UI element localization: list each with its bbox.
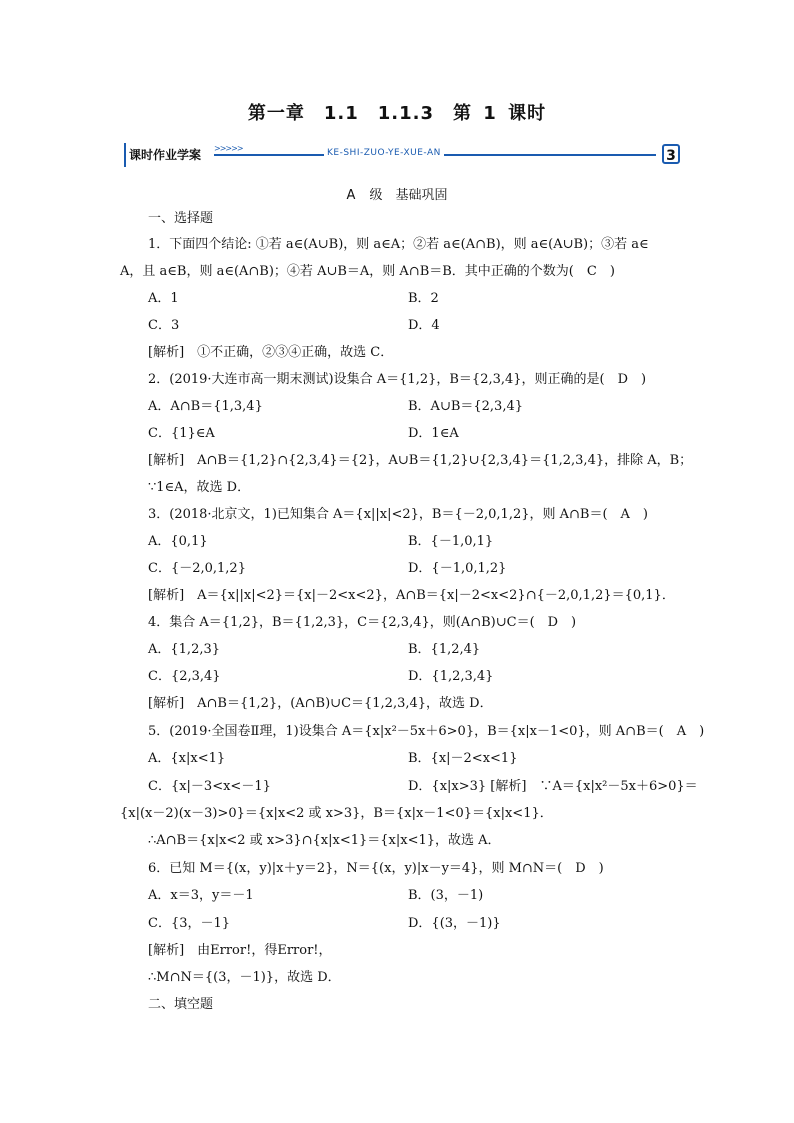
text-line: A，且 a∈B，则 a∈(A∩B)；④若 A∪B＝A，则 A∩B＝B．其中正确的个数为( C ) (120, 264, 615, 279)
text-line: {x|(x－2)(x－3)>0}＝{x|x<2 或 x>3}，B＝{x|x－1<0}＝{x|x<1}． (120, 806, 553, 821)
text-line: D．{－1,0,1,2} (408, 561, 507, 576)
text-line: A．{1,2,3} (148, 642, 221, 657)
text-line: ∴A∩B＝{x|x<2 或 x>3}∩{x|x<1}＝{x|x<1}，故选 A． (148, 833, 501, 848)
text-line: ∴M∩N＝{(3，－1)}，故选 D． (148, 970, 341, 985)
text-line: 3．(2018·北京文，1)已知集合 A＝{x||x|<2}，B＝{－2,0,1,2}，则 A∩B＝( A ) (148, 507, 649, 522)
homework-banner (124, 143, 680, 167)
text-line: C．{－2,0,1,2} (148, 561, 246, 576)
text-line: B．(3，－1) (408, 888, 484, 903)
text-line: [解析] A∩B＝{1,2}，(A∩B)∪C＝{1,2,3,4}，故选 D． (148, 696, 493, 711)
text-line: 1．下面四个结论: ①若 a∈(A∪B)，则 a∈A；②若 a∈(A∩B)，则 a∈(A∪B)；③若 a∈ (148, 237, 649, 252)
text-line: A．{0,1} (148, 534, 208, 549)
text-line: C．{2,3,4} (148, 669, 221, 684)
text-line: 2．(2019·大连市高一期末测试)设集合 A＝{1,2}，B＝{2,3,4}，则正确的是( D ) (148, 372, 647, 387)
text-line: B．{x|－2<x<1} (408, 751, 518, 766)
text-line: [解析] A＝{x||x|<2}＝{x|－2<x<2}，A∩B＝{x|－2<x<2}∩{－2,0,1,2}＝{0,1}． (148, 588, 675, 603)
text-line: C．{3，－1} (148, 916, 231, 931)
banner-pinyin: KE-SHI-ZUO-YE-XUE-AN (324, 148, 444, 158)
text-line: D．{x|x>3} [解析] ∵A＝{x|x²－5x＋6>0}＝ (408, 779, 698, 794)
text-line: A．1 (148, 291, 179, 306)
text-line: ∵1∈A，故选 D． (148, 480, 251, 495)
page-title: 第一章 1.1 1.1.3 第 1 课时 (247, 103, 547, 124)
text-line: [解析] 由Error!，得Error!， (148, 943, 332, 958)
section-heading: 二、填空题 (148, 997, 214, 1012)
text-line: D．{(3，－1)} (408, 916, 501, 931)
text-line: B．A∪B＝{2,3,4} (408, 399, 524, 414)
text-line: D．1∈A (408, 426, 459, 441)
text-line: C．{1}∈A (148, 426, 215, 441)
text-line: C．3 (148, 318, 180, 333)
banner-label: 课时作业学案 (129, 148, 202, 162)
text-line: 6．已知 M＝{(x，y)|x＋y＝2}，N＝{(x，y)|x－y＝4}，则 M∩N＝( D ) (148, 861, 604, 876)
banner-number: 3 (662, 144, 680, 164)
section-heading: 一、选择题 (148, 211, 214, 226)
text-line: B．2 (408, 291, 439, 306)
text-line: 4．集合 A＝{1,2}，B＝{1,2,3}，C＝{2,3,4}，则(A∩B)∪C＝( D ) (148, 615, 577, 630)
text-line: [解析] ①不正确，②③④正确，故选 C． (148, 345, 394, 360)
banner-left-bar (124, 143, 126, 167)
text-line: B．{1,2,4} (408, 642, 481, 657)
text-line: A．x＝3，y＝－1 (148, 888, 254, 903)
text-line: [解析] A∩B＝{1,2}∩{2,3,4}＝{2}，A∪B＝{1,2}∪{2,3,4}＝{1,2,3,4}，排除 A，B； (148, 453, 693, 468)
level-heading: A 级 基础巩固 (346, 188, 448, 203)
text-line: D．4 (408, 318, 440, 333)
text-line: D．{1,2,3,4} (408, 669, 494, 684)
text-line: A．A∩B＝{1,3,4} (148, 399, 263, 414)
text-line: B．{－1,0,1} (408, 534, 494, 549)
text-line: C．{x|－3<x<－1} (148, 779, 271, 794)
text-line: A．{x|x<1} (148, 751, 226, 766)
text-line: 5．(2019·全国卷Ⅱ理，1)设集合 A＝{x|x²－5x＋6>0}，B＝{x|x－1<0}，则 A∩B＝( A ) (148, 724, 705, 739)
banner-arrows: >>>>> (214, 144, 243, 153)
